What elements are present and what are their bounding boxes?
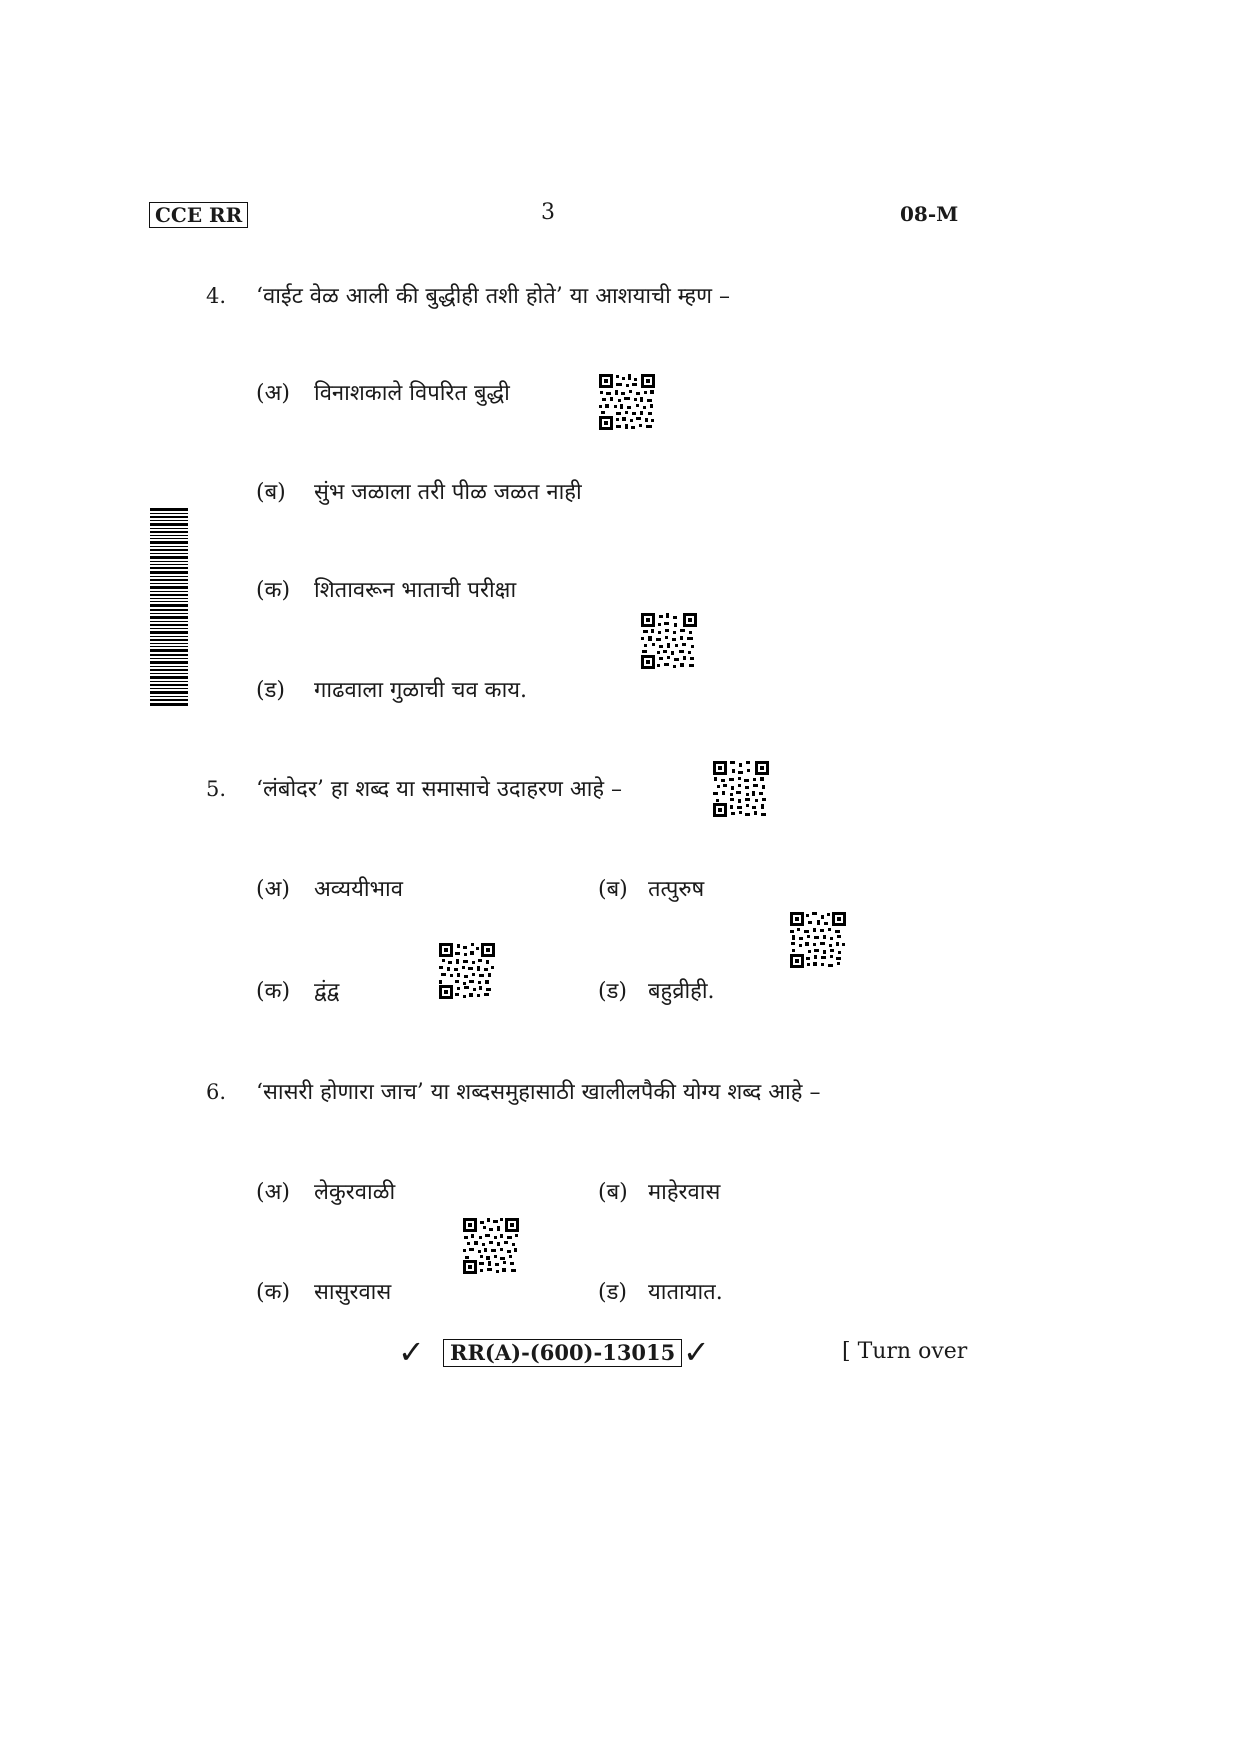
q6-option-text-d: यातायात. <box>648 1280 723 1305</box>
q5-option-letter-d: (ड) <box>598 979 627 1004</box>
qr-code-icon <box>438 942 496 1000</box>
question-text-5: ‘लंबोदर’ हा शब्द या समासाचे उदाहरण आहे – <box>256 777 623 802</box>
q4-option-letter-a: (अ) <box>256 381 290 406</box>
question-text-6: ‘सासरी होणारा जाच’ या शब्दसमुहासाठी खालीलपैकी योग्य शब्द आहे – <box>256 1080 821 1105</box>
q6-option-letter-c: (क) <box>256 1280 291 1305</box>
question-number-4: 4. <box>206 284 227 308</box>
header-right-code: 08-M <box>900 202 959 226</box>
qr-code-icon <box>462 1217 520 1275</box>
q4-option-text-d: गाढवाला गुळाची चव काय. <box>314 678 528 703</box>
q4-option-text-b: सुंभ जळाला तरी पीळ जळत नाही <box>314 480 582 505</box>
check-mark-right: ✓ <box>683 1333 710 1371</box>
check-mark-left: ✓ <box>398 1333 425 1371</box>
q6-option-letter-b: (ब) <box>598 1180 628 1205</box>
q5-option-letter-c: (क) <box>256 979 291 1004</box>
barcode-icon <box>150 508 188 706</box>
question-text-4: ‘वाईट वेळ आली की बुद्धीही तशी होते’ या आशयाची म्हण – <box>256 284 730 309</box>
q5-option-text-d: बहुव्रीही. <box>648 979 715 1004</box>
q4-option-text-c: शितावरून भाताची परीक्षा <box>314 578 517 603</box>
q5-option-text-a: अव्ययीभाव <box>314 877 403 902</box>
q6-option-text-c: सासुरवास <box>314 1280 392 1305</box>
header-left-code: CCE RR <box>149 202 248 228</box>
q4-option-text-a: विनाशकाले विपरित बुद्धी <box>314 381 510 406</box>
q5-option-letter-a: (अ) <box>256 877 290 902</box>
q4-option-letter-c: (क) <box>256 578 291 603</box>
q6-option-letter-d: (ड) <box>598 1280 627 1305</box>
q4-option-letter-d: (ड) <box>256 678 285 703</box>
page-number: 3 <box>541 200 555 225</box>
q5-option-text-c: द्वंद्व <box>314 979 340 1004</box>
q6-option-text-b: माहेरवास <box>648 1180 721 1205</box>
q4-option-letter-b: (ब) <box>256 480 286 505</box>
q5-option-letter-b: (ब) <box>598 877 628 902</box>
turn-over-text: [ Turn over <box>842 1339 968 1364</box>
q6-option-text-a: लेकुरवाळी <box>314 1180 396 1205</box>
footer-code: RR(A)-(600)-13015 <box>443 1339 682 1367</box>
q6-option-letter-a: (अ) <box>256 1180 290 1205</box>
question-number-6: 6. <box>206 1080 227 1104</box>
qr-code-icon <box>598 373 656 431</box>
qr-code-icon <box>640 612 698 670</box>
qr-code-icon <box>789 911 847 969</box>
question-number-5: 5. <box>206 777 227 801</box>
qr-code-icon <box>712 760 770 818</box>
q5-option-text-b: तत्पुरुष <box>648 877 705 902</box>
